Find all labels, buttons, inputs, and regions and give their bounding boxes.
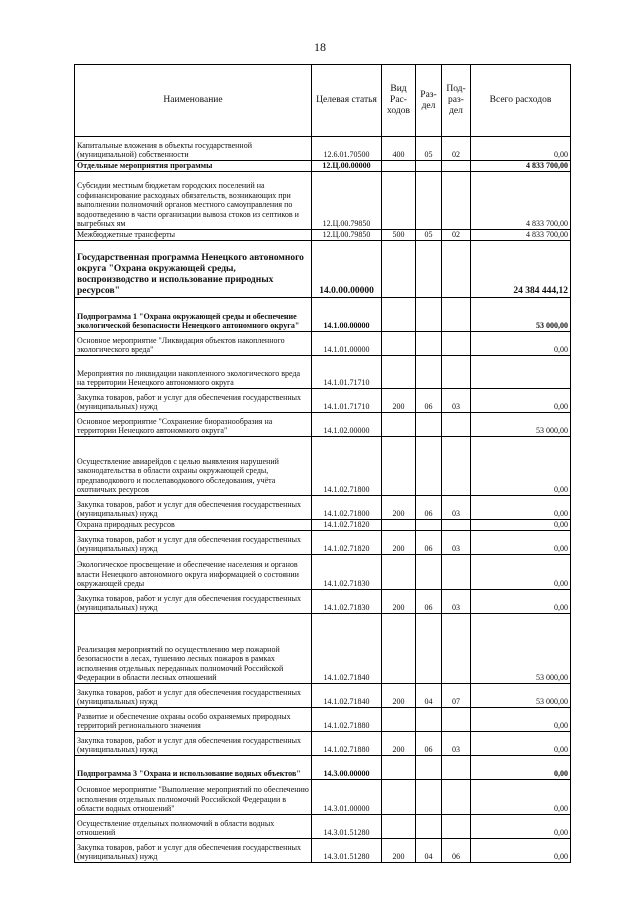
row-name: Подпрограмма 1 "Охрана окружающей среды и обеспечение экологической безопасности Ненецкого автономного округа"	[75, 298, 312, 332]
row-section	[416, 332, 442, 356]
row-name: Закупка товаров, работ и услуг для обеспечения государственных (муниципальных) нужд	[75, 389, 312, 413]
row-total: 0,00	[471, 756, 571, 780]
page-number: 18	[314, 40, 326, 54]
row-name: Осуществление авиарейдов с целью выявления нарушений законодательства в области охраны окружающей среды, предпаводкового и послепаводкового обследования, учёта охотничьих ресурсов	[75, 437, 312, 496]
row-total: 0,00	[471, 332, 571, 356]
row-target-code: 14.1.02.71800	[312, 496, 382, 520]
row-name: Основное мероприятие "Выполнение мероприятий по обеспечению исполнения отдельных полномочий Российской Федерации в области водных отношений"	[75, 780, 312, 815]
row-name: Субсидии местным бюджетам городских поселений на софинансирование расходных обязательств, возникающих при выполнении полномочий органов местного самоуправления по водоотведению в части организации вывоза стоков из септиков и выгребных ям	[75, 172, 312, 230]
row-section	[416, 437, 442, 496]
row-target-code: 14.0.00.00000	[312, 241, 382, 298]
column-header-expense-type: Вид Рас- ходов	[382, 65, 416, 137]
row-section	[416, 520, 442, 531]
table-row	[75, 815, 571, 839]
table-row	[75, 172, 571, 230]
row-name: Мероприятия по ликвидации накопленного экологического вреда на территории Ненецкого автономного округа	[75, 356, 312, 389]
row-name: Капитальные вложения в объекты государственной (муниципальной) собственности	[75, 137, 312, 161]
row-subsection: 06	[442, 839, 471, 863]
table-row	[75, 496, 571, 520]
row-subsection: 03	[442, 531, 471, 555]
row-target-code: 14.1.02.71840	[312, 614, 382, 684]
row-subsection	[442, 780, 471, 815]
row-section: 04	[416, 684, 442, 708]
row-section: 06	[416, 531, 442, 555]
row-expense-type	[382, 780, 416, 815]
row-section: 06	[416, 590, 442, 614]
row-target-code: 12.6.01.70500	[312, 137, 382, 161]
column-header-total: Всего расходов	[471, 65, 571, 137]
row-name: Осуществление отдельных полномочий в области водных отношений	[75, 815, 312, 839]
row-total: 0,00	[471, 437, 571, 496]
row-subsection	[442, 413, 471, 437]
row-name: Отдельные мероприятия программы	[75, 161, 312, 172]
row-name: Закупка товаров, работ и услуг для обеспечения государственных (муниципальных) нужд	[75, 496, 312, 520]
row-total: 0,00	[471, 732, 571, 756]
row-subsection	[442, 356, 471, 389]
row-name: Межбюджетные трансферты	[75, 230, 312, 241]
row-section	[416, 780, 442, 815]
table-row	[75, 298, 571, 332]
row-target-code: 14.1.02.71840	[312, 684, 382, 708]
row-name: Государственная программа Ненецкого автономного округа "Охрана окружающей среды, воспроизводство и использование природных ресурсов"	[75, 241, 312, 298]
row-subsection: 03	[442, 389, 471, 413]
row-expense-type	[382, 437, 416, 496]
row-target-code: 14.3.01.51280	[312, 839, 382, 863]
row-total: 53 000,00	[471, 298, 571, 332]
row-total: 0,00	[471, 815, 571, 839]
table-row	[75, 437, 571, 496]
budget-table	[74, 64, 571, 863]
table-row	[75, 614, 571, 684]
row-subsection	[442, 555, 471, 590]
table-row	[75, 332, 571, 356]
table-row	[75, 708, 571, 732]
table-row	[75, 241, 571, 298]
table-body	[75, 137, 571, 863]
table-row	[75, 684, 571, 708]
row-target-code: 14.1.02.71820	[312, 531, 382, 555]
row-section: 04	[416, 839, 442, 863]
row-total: 24 384 444,12	[471, 241, 571, 298]
row-total: 53 000,00	[471, 413, 571, 437]
row-expense-type	[382, 520, 416, 531]
row-total: 0,00	[471, 389, 571, 413]
row-subsection	[442, 241, 471, 298]
row-section	[416, 756, 442, 780]
row-section	[416, 815, 442, 839]
row-total: 4 833 700,00	[471, 230, 571, 241]
table-row	[75, 732, 571, 756]
row-name: Развитие и обеспечение охраны особо охраняемых природных территорий регионального значения	[75, 708, 312, 732]
row-expense-type	[382, 356, 416, 389]
table-row	[75, 756, 571, 780]
row-section: 06	[416, 389, 442, 413]
row-name: Закупка товаров, работ и услуг для обеспечения государственных (муниципальных) нужд	[75, 839, 312, 863]
table-row	[75, 161, 571, 172]
row-section: 05	[416, 137, 442, 161]
row-expense-type: 200	[382, 531, 416, 555]
row-expense-type: 500	[382, 230, 416, 241]
row-target-code: 12.Ц.00.00000	[312, 161, 382, 172]
row-subsection	[442, 756, 471, 780]
row-name: Подпрограмма 3 "Охрана и использование водных объектов"	[75, 756, 312, 780]
table-row	[75, 413, 571, 437]
table-row	[75, 356, 571, 389]
table-row	[75, 839, 571, 863]
row-section: 06	[416, 732, 442, 756]
row-subsection: 07	[442, 684, 471, 708]
row-expense-type: 200	[382, 684, 416, 708]
row-section	[416, 172, 442, 230]
row-expense-type	[382, 756, 416, 780]
row-total: 0,00	[471, 496, 571, 520]
table-row	[75, 780, 571, 815]
row-section	[416, 161, 442, 172]
row-subsection	[442, 437, 471, 496]
row-expense-type: 200	[382, 732, 416, 756]
row-expense-type: 200	[382, 389, 416, 413]
row-name: Закупка товаров, работ и услуг для обеспечения государственных (муниципальных) нужд	[75, 684, 312, 708]
row-subsection	[442, 815, 471, 839]
row-section	[416, 356, 442, 389]
row-section: 05	[416, 230, 442, 241]
row-expense-type	[382, 815, 416, 839]
row-target-code: 14.1.02.71800	[312, 437, 382, 496]
row-section	[416, 298, 442, 332]
column-header-name: Наименование	[75, 65, 312, 137]
column-header-section: Раз- дел	[416, 65, 442, 137]
row-target-code: 14.3.01.00000	[312, 780, 382, 815]
row-target-code: 14.1.02.71880	[312, 732, 382, 756]
row-target-code: 14.1.02.71820	[312, 520, 382, 531]
table-row	[75, 555, 571, 590]
row-name: Основное мероприятие "Ликвидация объектов накопленного экологического вреда"	[75, 332, 312, 356]
row-target-code: 14.1.02.71830	[312, 590, 382, 614]
row-total: 53 000,00	[471, 614, 571, 684]
row-total: 0,00	[471, 780, 571, 815]
row-subsection: 03	[442, 590, 471, 614]
row-total: 4 833 700,00	[471, 172, 571, 230]
row-target-code: 14.1.02.71830	[312, 555, 382, 590]
row-section	[416, 555, 442, 590]
row-name: Охрана природных ресурсов	[75, 520, 312, 531]
row-name: Реализация мероприятий по осуществлению мер пожарной безопасности в лесах, тушению лесных пожаров в рамках исполнения отдельных переданных полномочий Российской Федерации в области лесных отношений	[75, 614, 312, 684]
row-target-code: 14.1.01.71710	[312, 389, 382, 413]
row-subsection	[442, 172, 471, 230]
row-section	[416, 614, 442, 684]
row-target-code: 14.1.01.71710	[312, 356, 382, 389]
row-section: 06	[416, 496, 442, 520]
row-expense-type	[382, 332, 416, 356]
row-subsection	[442, 298, 471, 332]
row-expense-type	[382, 614, 416, 684]
row-section	[416, 413, 442, 437]
row-target-code: 14.1.02.00000	[312, 413, 382, 437]
row-expense-type	[382, 298, 416, 332]
row-subsection: 03	[442, 496, 471, 520]
row-expense-type	[382, 708, 416, 732]
row-total: 0,00	[471, 531, 571, 555]
row-target-code: 14.3.01.51280	[312, 815, 382, 839]
table-row	[75, 531, 571, 555]
row-subsection	[442, 614, 471, 684]
row-subsection: 02	[442, 230, 471, 241]
table-row	[75, 230, 571, 241]
row-target-code: 14.1.01.00000	[312, 332, 382, 356]
row-expense-type	[382, 172, 416, 230]
row-target-code: 12.Ц.00.79850	[312, 172, 382, 230]
table-row	[75, 590, 571, 614]
row-subsection: 02	[442, 137, 471, 161]
row-total: 53 000,00	[471, 684, 571, 708]
row-name: Закупка товаров, работ и услуг для обеспечения государственных (муниципальных) нужд	[75, 531, 312, 555]
row-target-code: 14.3.00.00000	[312, 756, 382, 780]
row-expense-type: 200	[382, 590, 416, 614]
row-target-code: 14.1.00.00000	[312, 298, 382, 332]
row-subsection	[442, 520, 471, 531]
row-total: 0,00	[471, 137, 571, 161]
row-subsection	[442, 332, 471, 356]
column-header-subsection: Под- раз- дел	[442, 65, 471, 137]
row-total: 0,00	[471, 555, 571, 590]
row-target-code: 14.1.02.71880	[312, 708, 382, 732]
row-expense-type	[382, 413, 416, 437]
row-subsection: 03	[442, 732, 471, 756]
row-total	[471, 356, 571, 389]
row-total: 0,00	[471, 839, 571, 863]
table-row	[75, 389, 571, 413]
row-section	[416, 708, 442, 732]
row-expense-type: 200	[382, 496, 416, 520]
row-total: 0,00	[471, 708, 571, 732]
row-subsection	[442, 161, 471, 172]
row-expense-type	[382, 241, 416, 298]
row-expense-type	[382, 161, 416, 172]
table-row	[75, 137, 571, 161]
row-name: Закупка товаров, работ и услуг для обеспечения государственных (муниципальных) нужд	[75, 590, 312, 614]
row-expense-type	[382, 555, 416, 590]
row-expense-type: 200	[382, 839, 416, 863]
row-target-code: 12.Ц.00.79850	[312, 230, 382, 241]
table-row	[75, 520, 571, 531]
row-name: Экологическое просвещение и обеспечение населения и органов власти Ненецкого автономного округа информацией о состоянии окружающей среды	[75, 555, 312, 590]
row-section	[416, 241, 442, 298]
row-total: 0,00	[471, 520, 571, 531]
row-name: Основное мероприятие "Сохранение биоразнообразия на территории Ненецкого автономного округа"	[75, 413, 312, 437]
column-header-target: Целевая статья	[312, 65, 382, 137]
row-subsection	[442, 708, 471, 732]
row-total: 4 833 700,00	[471, 161, 571, 172]
row-name: Закупка товаров, работ и услуг для обеспечения государственных (муниципальных) нужд	[75, 732, 312, 756]
row-expense-type: 400	[382, 137, 416, 161]
row-total: 0,00	[471, 590, 571, 614]
table-header-row	[75, 65, 571, 137]
